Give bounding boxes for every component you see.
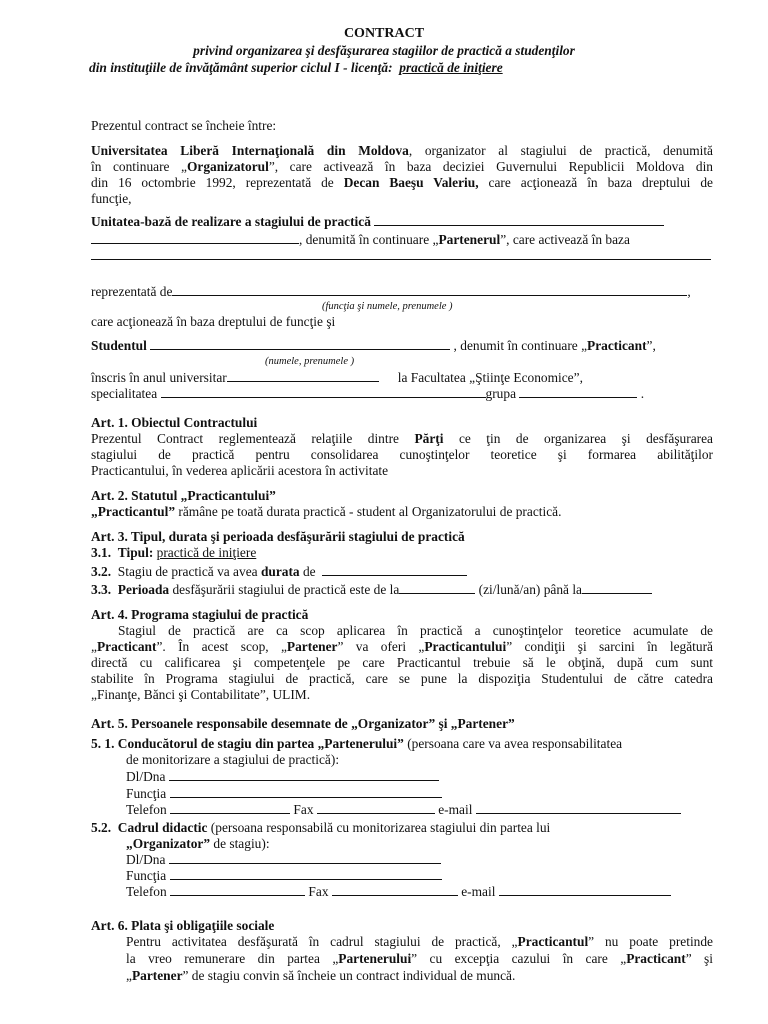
partner-line2: , denumită în continuare „Partenerul”, care activează în baza xyxy=(91,232,713,248)
organizer-paragraph-line2: în continuare „Organizatorul”, care activează în baza deciziei Guvernului Republicii Moldova din xyxy=(91,159,713,174)
art5-section2: 5.2. Cadrul didactic (persoana responsabilă cu monitorizarea stagiului din partea lui xyxy=(91,820,551,835)
art2-title: Art. 2. Statutul „Practicantului” xyxy=(91,488,276,503)
partner-supervisor-contact-row: Telefon Fax e-mail xyxy=(126,802,713,818)
partner-supervisor-function-field[interactable] xyxy=(170,786,442,798)
student-name-hint: (numele, prenumele ) xyxy=(265,356,355,367)
partner-name-field-cont[interactable] xyxy=(91,232,299,244)
document-subtitle-line2: din instituţiile de învăţământ superior ciclul I - licenţă: practică de iniţiere xyxy=(89,60,503,75)
representative-field[interactable] xyxy=(172,284,687,296)
faculty-supervisor-contact-row: Telefon Fax e-mail xyxy=(126,884,713,900)
period-end-field[interactable] xyxy=(582,582,652,594)
partner-supervisor-name-field[interactable] xyxy=(169,769,439,781)
art6-title: Art. 6. Plata şi obligaţiile sociale xyxy=(91,918,275,933)
art3-point1: 3.1. Tipul: practică de iniţiere xyxy=(91,545,257,560)
art4-line4: stabilite în Programa stagiului de practică, care se pune la dispoziţia Studentului de către catedra xyxy=(91,671,713,686)
faculty-supervisor-name-row: Dl/Dna xyxy=(126,852,713,868)
art4-line3: directă cu calificarea şi competenţele pe care Practicantul trebuie să le obţină, după cum sunt xyxy=(91,655,713,670)
represented-line: reprezentată de , xyxy=(91,284,691,299)
faculty-fax-field[interactable] xyxy=(332,884,458,896)
art4-title: Art. 4. Programa stagiului de practică xyxy=(91,607,309,622)
period-start-field[interactable] xyxy=(399,582,475,594)
faculty-phone-field[interactable] xyxy=(170,884,305,896)
art6-line3: „Partener” de stagiu convin să încheie un contract individual de muncă. xyxy=(126,968,516,983)
partner-supervisor-name-row: Dl/Dna xyxy=(126,769,713,785)
faculty-supervisor-function-field[interactable] xyxy=(170,868,442,880)
partner-line1: Unitatea-bază de realizare a stagiului de practică xyxy=(91,214,713,230)
art5-title: Art. 5. Persoanele responsabile desemnate de „Organizator” şi „Partener” xyxy=(91,716,515,731)
art4-line5: „Finanţe, Bănci şi Contabilitate”, ULIM. xyxy=(91,687,311,702)
art4-line2: „Practicant”. În acest scop, „Partener” va oferi „Practicantului” condiţii şi sarcini în legătură xyxy=(91,639,713,654)
art5-section1: 5. 1. Conducătorul de stagiu din partea „Partenerului” (persoana care va avea responsabilitatea xyxy=(91,736,623,751)
partner-email-field[interactable] xyxy=(476,802,681,814)
document-subtitle: privind organizarea şi desfăşurarea stagiilor de practică a studenţilor xyxy=(193,43,575,58)
faculty-supervisor-name-field[interactable] xyxy=(169,852,441,864)
academic-year-field[interactable] xyxy=(227,370,379,382)
partner-basis-field[interactable] xyxy=(91,248,711,260)
organizer-paragraph-line3: din 16 octombrie 1992, reprezentată de Decan Baeşu Valeriu, care acţionează în baza dreptului de xyxy=(91,175,713,190)
specialty-line: specialitatea grupa . xyxy=(91,386,645,401)
art1-line3: Practicantului, în vederea aplicării acestora în activitate xyxy=(91,463,389,478)
art5-section1-line2: de monitorizare a stagiului de practică): xyxy=(126,752,340,767)
faculty-supervisor-function-row: Funcţia xyxy=(126,868,713,884)
organizer-paragraph-line4: funcţie, xyxy=(91,191,132,206)
representative-hint: (funcţia şi numele, prenumele ) xyxy=(322,301,453,312)
partner-name-field[interactable] xyxy=(374,214,664,226)
organizer-paragraph-line1: Universitatea Liberă Internaţională din Moldova, organizator al stagiului de practică, denumită xyxy=(91,143,713,158)
acting-line: care acţionează în baza dreptului de funcţie şi xyxy=(91,314,336,329)
faculty-email-field[interactable] xyxy=(499,884,671,896)
specialty-field[interactable] xyxy=(161,386,486,398)
document-title: CONTRACT xyxy=(343,26,425,41)
art6-line1: Pentru activitatea desfăşurată în cadrul stagiului de practică, „Practicantul” nu poate pretinde xyxy=(126,934,714,949)
art1-line1: Prezentul Contract reglementează relaţiile dintre Părţi ce ţin de organizarea şi desfăşurarea xyxy=(91,431,713,446)
art3-title: Art. 3. Tipul, durata şi perioada desfăşurării stagiului de practică xyxy=(91,529,465,544)
art4-line1: Stagiul de practică are ca scop aplicarea în practică a cunoştinţelor teoretice acumulate de xyxy=(118,623,713,638)
intro-line: Prezentul contract se încheie între: xyxy=(91,118,277,133)
partner-fax-field[interactable] xyxy=(317,802,435,814)
art1-line2: stagiului de practică pentru consolidarea cunoştinţelor teoretice şi formarea abilităţilor xyxy=(91,447,713,462)
partner-supervisor-function-row: Funcţia xyxy=(126,786,713,802)
art3-point2: 3.2. Stagiu de practică va avea durata de xyxy=(91,564,713,580)
enrolled-line: înscris în anul universitar la Facultatea „Ştiinţe Economice”, xyxy=(91,370,583,385)
group-field[interactable] xyxy=(519,386,637,398)
duration-field[interactable] xyxy=(322,564,467,576)
art3-point3: 3.3. Perioada desfăşurării stagiului de practică este de la (zi/lună/an) până la xyxy=(91,582,713,598)
art6-line2: la vreo remunerare din partea „Partenerului” cu excepţia cazului în care „Practicant” şi xyxy=(126,951,713,966)
art1-title: Art. 1. Obiectul Contractului xyxy=(91,415,258,430)
art2-line1: „Practicantul” rămâne pe toată durata practică - student al Organizatorului de practică. xyxy=(91,504,562,519)
partner-line3 xyxy=(91,248,713,264)
student-line: Studentul , denumit în continuare „Practicant”, xyxy=(91,338,656,353)
art5-section2-line2: „Organizator” de stagiu): xyxy=(126,836,270,851)
student-name-field[interactable] xyxy=(150,338,450,350)
partner-phone-field[interactable] xyxy=(170,802,290,814)
